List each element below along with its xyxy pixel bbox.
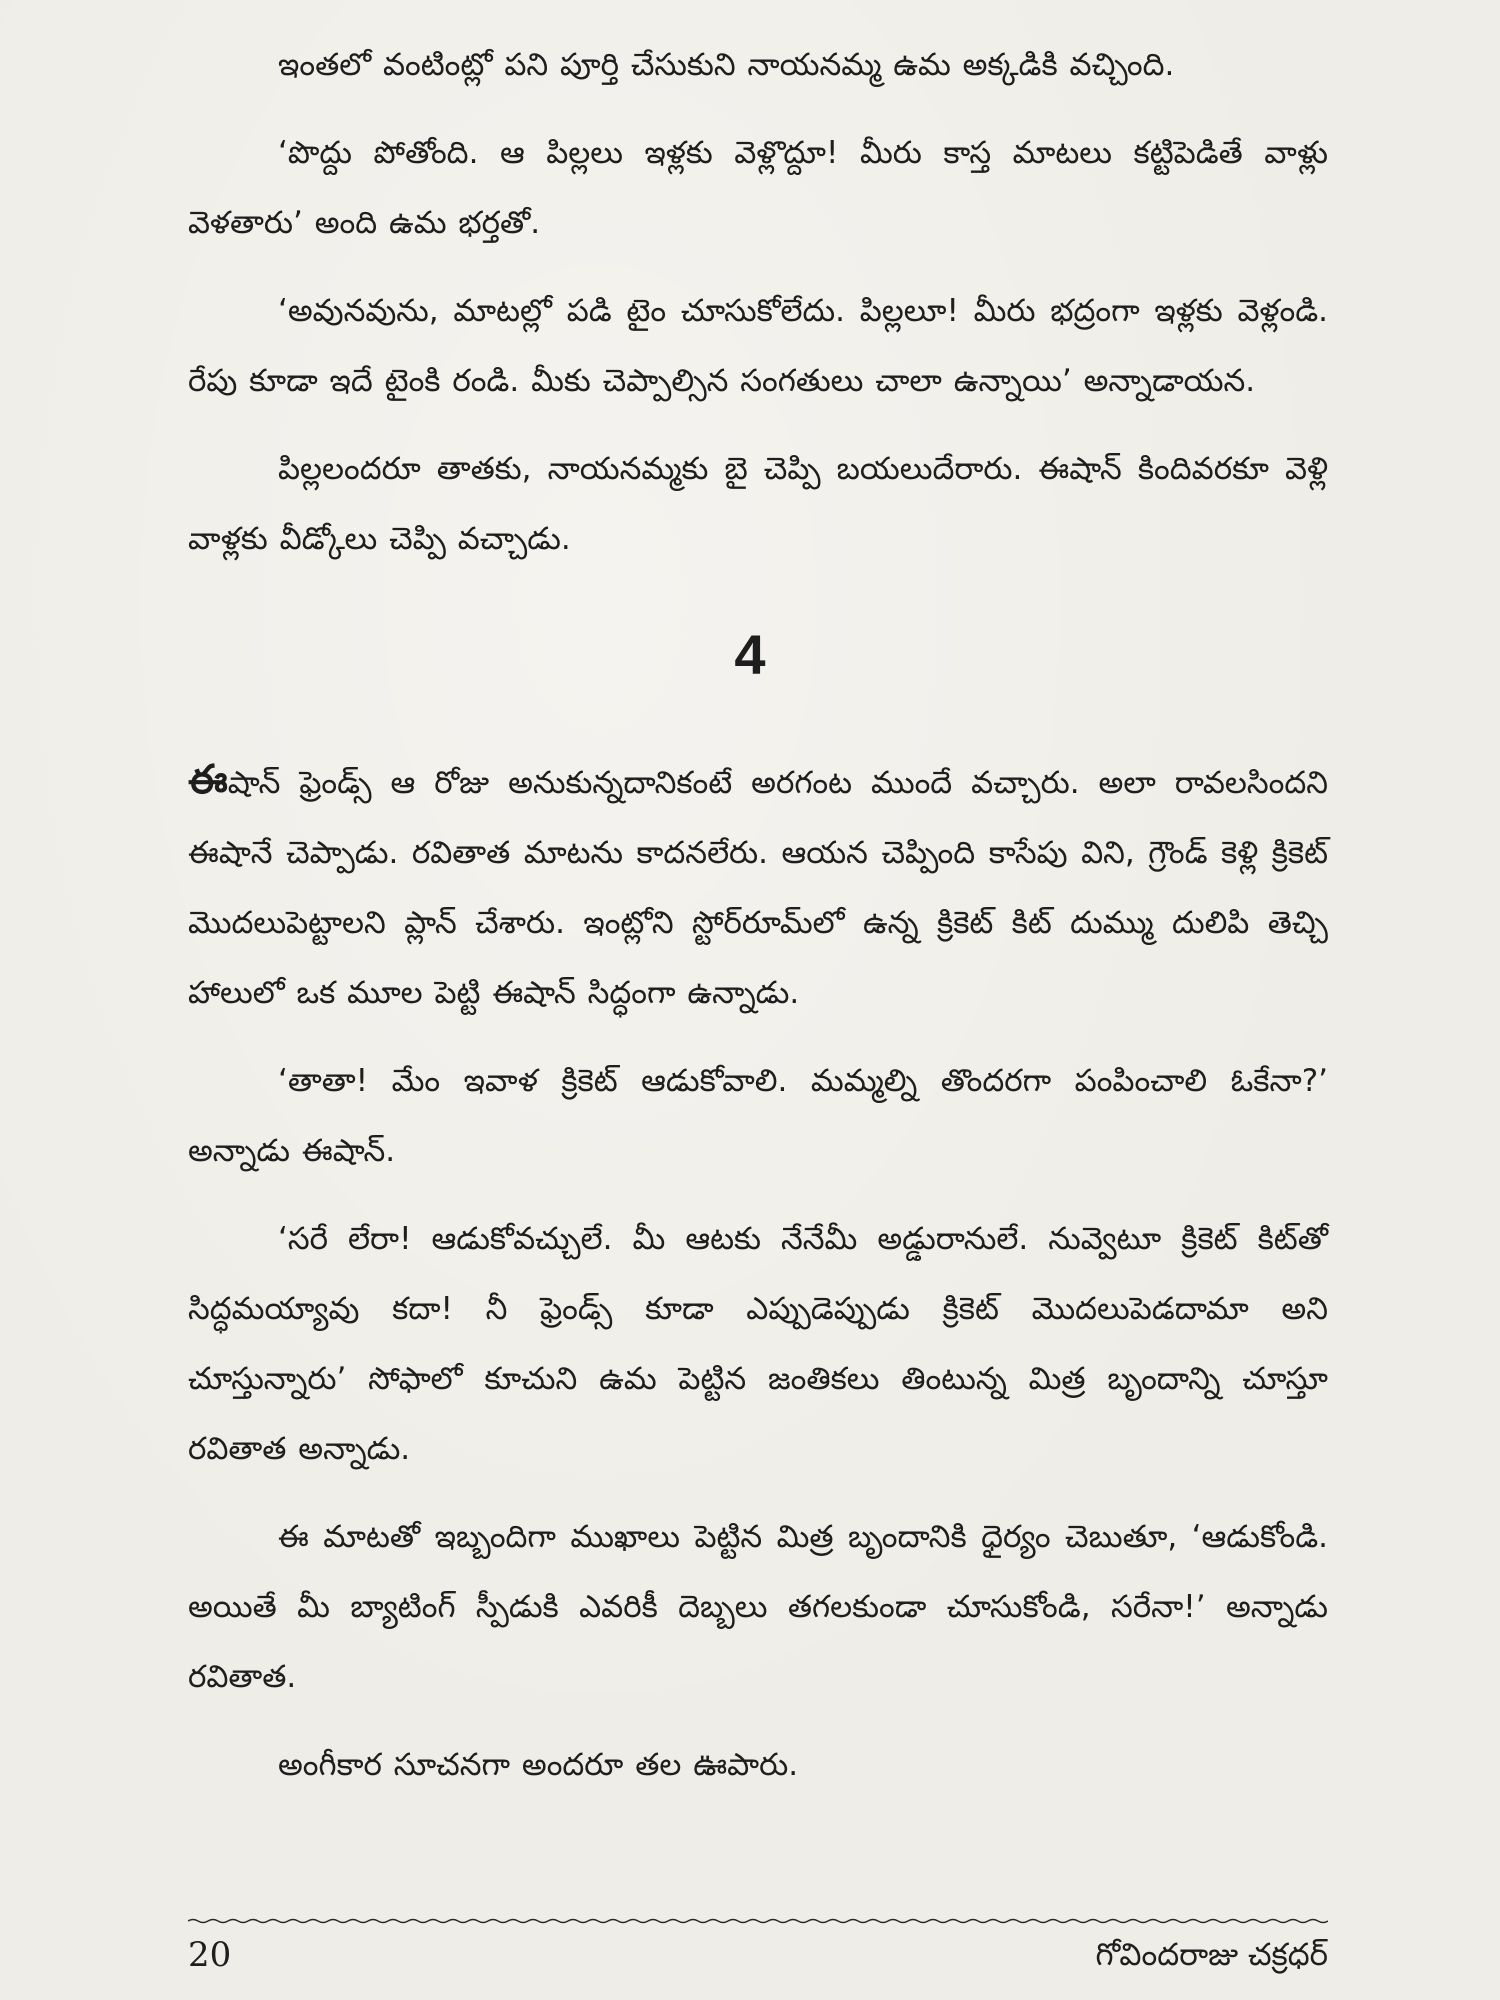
- author-name: గోవిందరాజు చక్రధర్: [1095, 1937, 1328, 1973]
- page-footer: [188, 1930, 1328, 1980]
- page-number: 20: [188, 1935, 232, 1975]
- paragraph: ‘తాతా! మేం ఇవాళ క్రికెట్ ఆడుకోవాలి. మమ్మల్ని తొందరగా పంపించాలి ఓకేనా?’ అన్నాడు ఈషాన్.: [188, 1063, 1328, 1169]
- footer-wavy-rule: [188, 1918, 1328, 1924]
- paragraph: ఈ మాటతో ఇబ్బందిగా ముఖాలు పెట్టిన మిత్ర బృందానికి ధైర్యం చెబుతూ, ‘ఆడుకోండి. అయితే మీ బ్యాటింగ్ స్పీడుకి ఎవరికీ దెబ్బలు తగలకుండా చూసుకోండి, సరేనా!’ అన్నాడు రవితాత.: [188, 1519, 1328, 1695]
- paragraph: అంగీకార సూచనగా అందరూ తల ఊపారు.: [278, 1747, 799, 1783]
- section-top: [188, 30, 1328, 574]
- paragraph: పిల్లలందరూ తాతకు, నాయనమ్మకు బై చెప్పి బయలుదేరారు. ఈషాన్ కిందివరకూ వెళ్లి వాళ్లకు వీడ్కోలు చెప్పి వచ్చాడు.: [188, 451, 1328, 557]
- section-bottom: [188, 745, 1328, 1800]
- chapter-number: 4: [734, 623, 766, 686]
- paragraph: ‘పొద్దు పోతోంది. ఆ పిల్లలు ఇళ్లకు వెళ్లొద్దూ! మీరు కాస్త మాటలు కట్టిపెడితే వాళ్లు వెళతారు’ అంది ఉమ భర్తతో.: [188, 135, 1328, 241]
- paragraph: ‘అవునవును, మాటల్లో పడి టైం చూసుకోలేదు. పిల్లలూ! మీరు భద్రంగా ఇళ్లకు వెళ్లండి. రేపు కూడా ఇదే టైంకి రండి. మీకు చెప్పాల్సిన సంగతులు చాలా ఉన్నాయి’ అన్నాడాయన.: [188, 293, 1328, 399]
- drop-cap: ఈ: [188, 757, 228, 803]
- paragraph: ‘సరే లేరా! ఆడుకోవచ్చులే. మీ ఆటకు నేనేమీ అడ్డురానులే. నువ్వెటూ క్రికెట్ కిట్‌తో సిద్ధమయ్యావు కదా! నీ ఫ్రెండ్స్ కూడా ఎప్పుడెప్పుడు క్రికెట్ మొదలుపెడదామా అని చూస్తున్నారు’ సోఫాలో కూచుని ఉమ పెట్టిన జంతికలు తింటున్న మిత్ర బృందాన్ని చూస్తూ రవితాత అన్నాడు.: [188, 1221, 1328, 1467]
- paragraph-first: [188, 745, 1328, 1028]
- paragraph-first-text: షాన్ ఫ్రెండ్స్ ఆ రోజు అనుకున్నదానికంటే అరగంట ముందే వచ్చారు. అలా రావలసిందని ఈషానే చెప్పాడు. రవితాత మాటను కాదనలేరు. ఆయన చెప్పింది కాసేపు విని, గ్రౌండ్ కెళ్లి క్రికెట్ మొదలుపెట్టాలని ప్లాన్ చేశారు. ఇంట్లోని స్టోర్‌రూమ్‌లో ఉన్న క్రికెట్ కిట్ దుమ్ము దులిపి తెచ్చి హాలులో ఒక మూల పెట్టి ఈషాన్ సిద్ధంగా ఉన్నాడు.: [188, 765, 1328, 1011]
- paragraph: ఇంతలో వంటింట్లో పని పూర్తి చేసుకుని నాయనమ్మ ఉమ అక్కడికి వచ్చింది.: [278, 47, 1175, 83]
